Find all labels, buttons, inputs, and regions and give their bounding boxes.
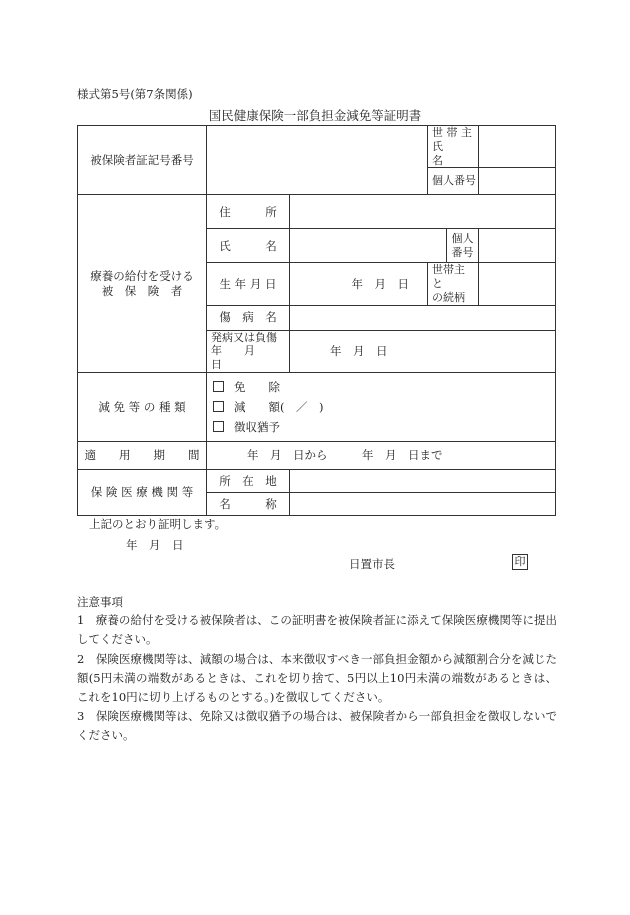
institution-label: 保 険 医 療 機 関 等 — [78, 469, 207, 515]
option-reduction[interactable] — [213, 397, 551, 417]
designation-label: 名 称 — [207, 492, 290, 515]
birth-date-field[interactable]: 年 月 日 — [290, 263, 428, 305]
note-item: 1 療養の給付を受ける被保険者は、この証明書を被保険者証に添えて保険医療機関等に提出してください。 — [77, 613, 557, 646]
certificate-form-table — [77, 125, 556, 516]
note-item: 2 保険医療機関等は、減額の場合は、本来徴収すべき一部負担金額から減額割合分を減じた額(5円未満の端数があるときは、これを切り捨て、5円以上10円未満の端数があるときは、これを10円に切り上げるものとする。)を徴収してください。 — [77, 652, 557, 704]
period-label: 適 用 期 間 — [78, 441, 207, 469]
birth-date-label: 生 年 月 日 — [207, 263, 290, 305]
option-label: 免 除 — [234, 379, 280, 394]
page-title: 国民健康保険一部負担金減免等証明書 — [208, 108, 422, 123]
disease-name-field[interactable] — [290, 305, 556, 330]
option-label: 徴収猶予 — [234, 419, 280, 434]
personal-number-label: 個人番号 — [428, 168, 479, 195]
recipient-section-label: 療養の給付を受ける 被 保 険 者 — [78, 195, 207, 373]
notes-heading: 注意事項 — [77, 595, 123, 609]
relationship-label: 世帯主と の続柄 — [428, 263, 479, 305]
address-field[interactable] — [290, 195, 556, 229]
reduction-type-options — [207, 372, 556, 441]
location-label: 所 在 地 — [207, 469, 290, 492]
onset-date-field[interactable]: 年 月 日 — [290, 330, 556, 372]
insured-card-number-label: 被保険者証記号番号 — [78, 126, 207, 195]
certification-date: 年 月 日 — [126, 538, 184, 552]
location-field[interactable] — [290, 469, 556, 492]
checkbox-icon[interactable] — [213, 401, 224, 412]
recipient-personal-number-field[interactable] — [479, 229, 556, 263]
household-head-name-field[interactable] — [479, 126, 556, 168]
mayor-title: 日置市長 — [349, 557, 395, 571]
relationship-field[interactable] — [479, 263, 556, 305]
reduction-type-label: 減 免 等 の 種 類 — [78, 372, 207, 441]
insured-card-number-field[interactable] — [207, 126, 428, 195]
household-head-name-label: 世 帯 主 氏 名 — [428, 126, 479, 168]
period-field[interactable]: 年 月 日から 年 月 日まで — [207, 441, 556, 469]
address-label: 住 所 — [207, 195, 290, 229]
designation-field[interactable] — [290, 492, 556, 515]
option-deferral[interactable] — [213, 417, 551, 437]
checkbox-icon[interactable] — [213, 381, 224, 392]
checkbox-icon[interactable] — [213, 421, 224, 432]
seal-mark: 印 — [512, 554, 528, 570]
form-number: 様式第5号(第7条関係) — [77, 87, 193, 101]
name-field[interactable] — [290, 229, 447, 263]
option-label: 減 額( ／ ) — [234, 399, 324, 414]
onset-date-label: 発病又は負傷 年 月 日 — [207, 330, 290, 372]
personal-number-short-label: 個人 番号 — [447, 229, 479, 263]
disease-name-label: 傷 病 名 — [207, 305, 290, 330]
option-exemption[interactable] — [213, 377, 551, 397]
note-item: 3 保険医療機関等は、免除又は徴収猶予の場合は、被保険者から一部負担金を徴収しないでください。 — [77, 709, 557, 742]
personal-number-field[interactable] — [479, 168, 556, 195]
certification-statement: 上記のとおり証明します。 — [89, 517, 227, 531]
name-label: 氏 名 — [207, 229, 290, 263]
